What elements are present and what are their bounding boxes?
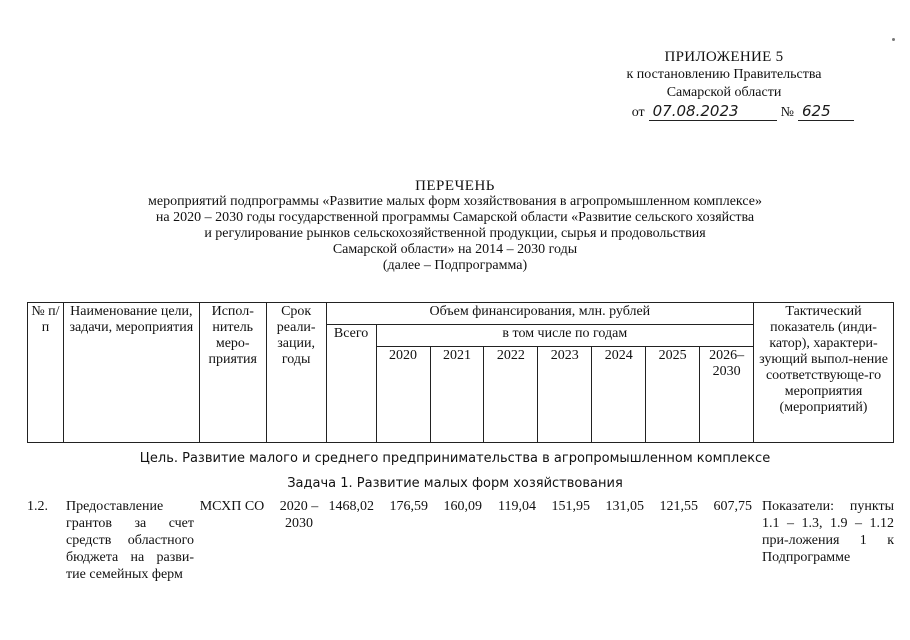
row-2025: 121,55 [659, 499, 698, 514]
row-num: 1.2. [27, 499, 48, 514]
number-prefix: № [780, 105, 794, 120]
goal-line: Цель. Развитие малого и среднего предпринимательства в агропромышленном комплексе [139, 451, 771, 466]
appendix-block [594, 48, 854, 122]
row-2024: 131,05 [605, 499, 644, 514]
heading-line-4: Самарской области» на 2014 – 2030 годы [332, 242, 578, 257]
header-year-2022: 2022 [484, 347, 538, 443]
handwritten-date: 07.08.2023 [649, 102, 777, 121]
appendix-title: ПРИЛОЖЕНИЕ 5 [664, 49, 784, 65]
header-indicator: Тактический показатель (инди-катор), характери-зующий выпол-нение соответствующе-го мероприятия (мероприятий) [754, 303, 894, 443]
header-year-2026-2030: 2026–2030 [700, 347, 754, 443]
heading-line-5: (далее – Подпрограмма) [382, 258, 528, 273]
appendix-line-1: к постановлению Правительства [626, 67, 822, 82]
header-total: Всего [326, 325, 376, 443]
header-year-2024: 2024 [592, 347, 646, 443]
header-years-group: в том числе по годам [376, 325, 753, 347]
row-total: 1468,02 [328, 499, 374, 514]
header-name: Наименование цели, задачи, мероприятия [63, 303, 199, 443]
appendix-signature-line [594, 102, 854, 122]
row-2020: 176,59 [389, 499, 428, 514]
row-2023: 151,95 [551, 499, 590, 514]
heading-line-2: на 2020 – 2030 годы государственной программы Самарской области «Развитие сельского хозяйства [155, 210, 755, 225]
document-title: ПЕРЕЧЕНЬ [415, 178, 495, 194]
header-year-2025: 2025 [646, 347, 700, 443]
header-term: Срок реали-зации, годы [266, 303, 326, 443]
header-year-2021: 2021 [430, 347, 484, 443]
row-2021: 160,09 [443, 499, 482, 514]
row-indicator: Показатели: пункты 1.1 – 1.3, 1.9 – 1.12 при-ложения 1 к Подпрограмме [762, 499, 894, 565]
row-executor: МСХП СО [199, 499, 265, 514]
task-line: Задача 1. Развитие малых форм хозяйствования [287, 476, 623, 491]
header-executor: Испол-нитель меро-приятия [199, 303, 266, 443]
header-year-2023: 2023 [538, 347, 592, 443]
row-2022: 119,04 [498, 499, 536, 514]
row-term: 2020 – 2030 [279, 499, 319, 531]
measures-table-header [27, 302, 894, 443]
row-2026-2030: 607,75 [713, 499, 752, 514]
document-heading [0, 178, 910, 274]
header-year-2020: 2020 [376, 347, 430, 443]
table-row [27, 498, 894, 598]
heading-line-1: мероприятий подпрограммы «Развитие малых форм хозяйствования в агропромышленном комплексе» [148, 194, 762, 209]
heading-line-3: и регулирование рынков сельскохозяйственной продукции, сырья и продовольствия [204, 226, 706, 241]
scan-speck [892, 38, 895, 41]
header-num: № п/п [28, 303, 64, 443]
appendix-line-2: Самарской области [666, 85, 782, 100]
handwritten-number: 625 [798, 102, 854, 121]
date-prefix: от [631, 105, 645, 120]
row-name: Предоставление грантов за счет средств областного бюджета на разви-тие семейных ферм [66, 499, 194, 582]
header-funding: Объем финансирования, млн. рублей [326, 303, 753, 325]
